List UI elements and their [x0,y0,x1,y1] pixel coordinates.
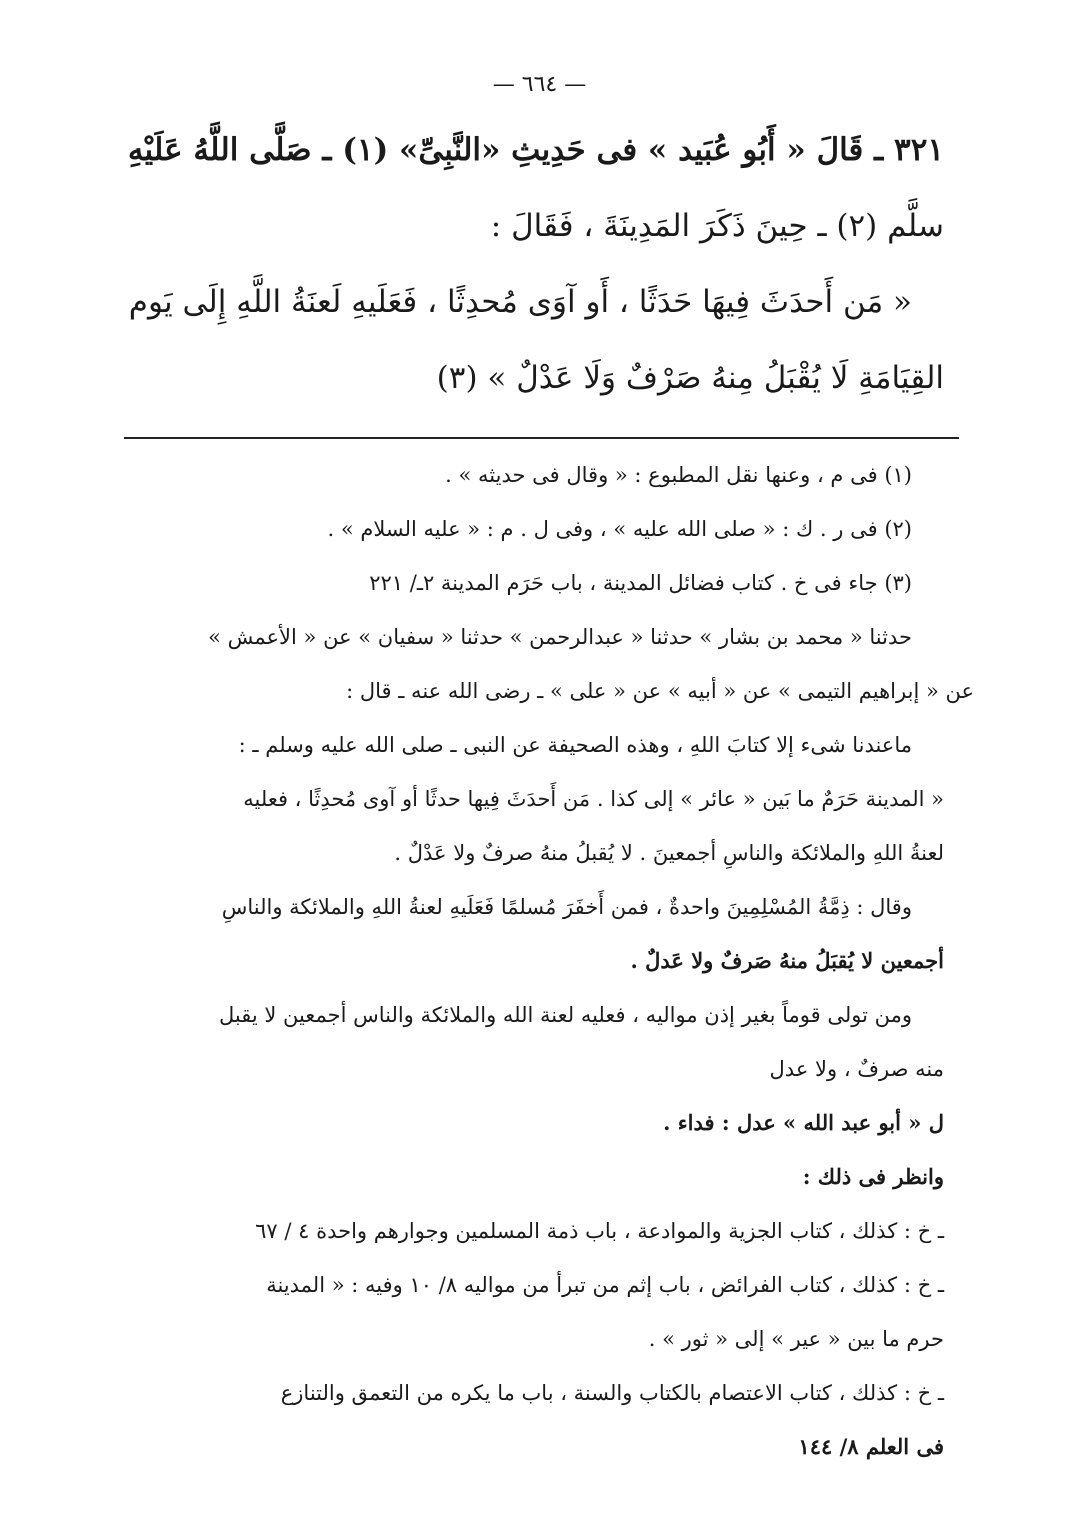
footnote-line: (٣) جاء فى خ . كتاب فضائل المدينة ، باب حَرَم المدينة ٢ـ/ ٢٢١ [369,571,912,595]
footnote-line: ل « أبو عبد الله » عدل : فداء . [663,1110,944,1135]
main-line: ٣٢١ ـ قَالَ « أَبُو عُبَيد » فى حَدِيثِ «النَّبِىِّ» (١) ـ صَلَّى اللَّهُ عَلَيْهِ [127,132,944,168]
footnote-line: حرم ما بين « عير » إلى « ثور » . [648,1327,944,1351]
footnote-line: ومن تولى قوماً بغير إذن مواليه ، فعليه لعنة الله والملائكة والناس أجمعين لا يقبل [218,1003,912,1027]
footnote-line: منه صرفٌ ، ولا عدل [769,1057,944,1081]
footnotes [84,448,974,1474]
footnote-line: ـ خ : كذلك ، كتاب الجزية والموادعة ، باب ذمة المسلمين وجوارهم واحدة ٤ / ٦٧ [255,1219,944,1243]
footnote-line: ـ خ : كذلك ، كتاب الفرائض ، باب إثم من تبرأ من مواليه ٨/ ١٠ وفيه : « المدينة [266,1273,944,1297]
main-text [114,112,944,416]
footnote-line: (١) فى م ، وعنها نقل المطبوع : « وقال فى حديثه » . [445,463,912,487]
footnote-line: وقال : ذِمَّةُ المُسْلِمِينَ واحدةٌ ، فمن أَخفَرَ مُسلمًا فَعَلَيهِ لعنةُ اللهِ والملائكة والناسِ [221,895,912,919]
footnote-line: لعنةُ اللهِ والملائكة والناسِ أجمعينَ . لا يُقبلُ منهُ صرفٌ ولا عَدْلٌ . [394,841,944,865]
footnote-line: (٢) فى ر . ك : « صلى الله عليه » ، وفى ل . م : « عليه السلام » . [327,517,912,541]
footnote-line: أجمعين لا يُقبَلُ منهُ صَرفٌ ولا عَدلٌ . [630,948,944,973]
main-line: القِيَامَةِ لَا يُقْبَلُ مِنهُ صَرْفٌ وَلَا عَدْلٌ » (٣) [436,360,944,396]
main-line: سلَّم (٢) ـ حِينَ ذَكَرَ المَدِينَةَ ، فَقَالَ : [490,208,944,244]
footnote-divider [124,437,959,439]
page-number: — ٦٦٤ — [492,72,587,97]
footnote-line: عن « إبراهيم التيمى » عن « أبيه » عن « على » ـ رضى الله عنه ـ قال : [346,679,974,703]
footnote-line: حدثنا « محمد بن بشار » حدثنا « عبدالرحمن » حدثنا « سفيان » عن « الأعمش » [208,625,912,649]
footnote-line: ماعندنا شىء إلا كتابَ اللهِ ، وهذه الصحيفة عن النبى ـ صلى الله عليه وسلم ـ : [238,733,912,757]
main-line: « مَن أَحدَثَ فِيهَا حَدَثًا ، أَو آوَى مُحدِثًا ، فَعَلَيهِ لَعنَةُ اللَّهِ إِلَى يَوم [128,284,912,320]
footnote-line: فى العلم ٨/ ١٤٤ [798,1434,944,1459]
footnote-line: وانظر فى ذلك : [802,1164,944,1189]
footnote-line: « المدينة حَرَمٌ ما بَين « عائر » إلى كذا . مَن أَحدَثَ فِيها حدثًا أو آوى مُحدِثًا ، فعليه [243,787,944,811]
footnote-line: ـ خ : كذلك ، كتاب الاعتصام بالكتاب والسنة ، باب ما يكره من التعمق والتنازع [280,1381,944,1405]
